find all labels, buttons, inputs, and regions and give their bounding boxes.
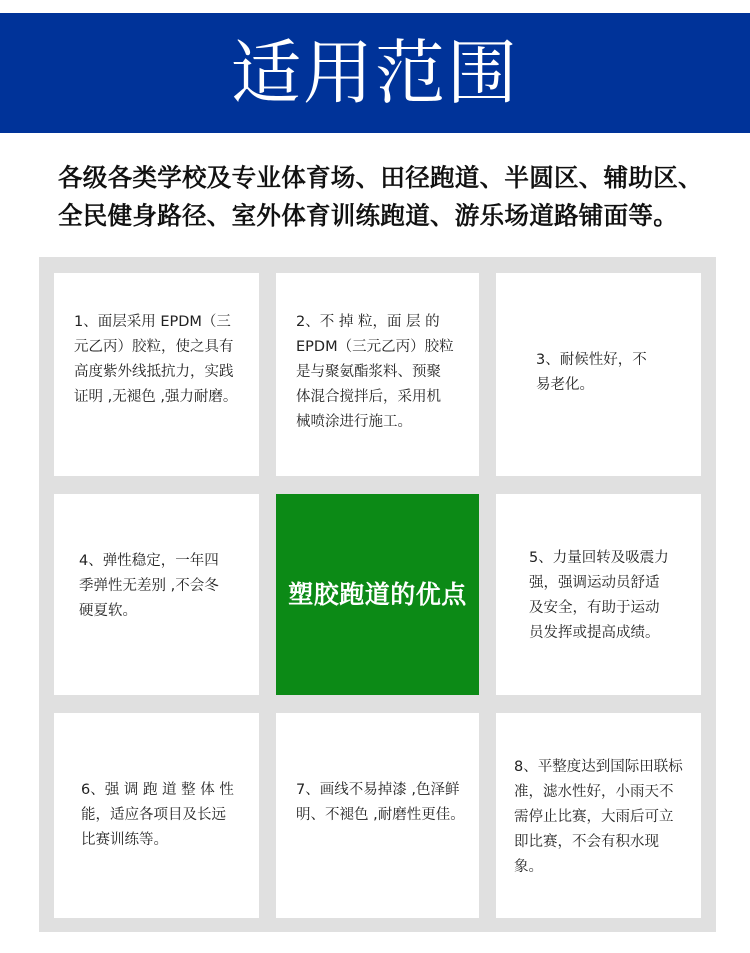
feature-card-2 <box>276 273 479 476</box>
feature-line: 需停止比赛，大雨后可立 <box>514 809 674 825</box>
feature-line: 比赛训练等。 <box>81 832 168 848</box>
feature-card-4 <box>54 494 259 695</box>
feature-text-6 <box>81 778 256 853</box>
feature-line: 证明 ,无褪色 ,强力耐磨。 <box>74 389 238 405</box>
feature-line: 2、不 掉 粒，面 层 的 <box>296 314 440 330</box>
feature-line: 1、面层采用 EPDM（三 <box>74 314 231 330</box>
feature-line: 能，适应各项目及长远 <box>81 807 226 823</box>
feature-line: 5、力量回转及吸震力 <box>529 550 669 566</box>
intro-line-2: 全民健身路径、室外体育训练跑道、游乐场道路铺面等。 <box>58 201 678 230</box>
feature-line: 季弹性无差别 ,不会冬 <box>79 578 219 594</box>
feature-line: 3、耐候性好，不 <box>536 352 647 368</box>
feature-text-5 <box>529 546 699 646</box>
feature-line: 即比赛，不会有积水现 <box>514 834 659 850</box>
feature-line: 体混合搅拌后，采用机 <box>296 389 441 405</box>
feature-line: 8、平整度达到国际田联标 <box>514 759 683 775</box>
feature-line: 硬夏软。 <box>79 603 137 619</box>
application-scope-text <box>58 159 718 235</box>
center-title-card <box>276 494 479 695</box>
feature-line: 明、不褪色 ,耐磨性更佳。 <box>296 807 465 823</box>
feature-card-5 <box>496 494 701 695</box>
feature-text-7 <box>296 778 478 828</box>
feature-line: 6、强 调 跑 道 整 体 性 <box>81 782 234 798</box>
feature-card-8 <box>496 713 701 918</box>
feature-text-1 <box>74 310 254 410</box>
feature-text-4 <box>79 549 254 624</box>
feature-line: 准，滤水性好，小雨天不 <box>514 784 674 800</box>
feature-card-3 <box>496 273 701 476</box>
feature-text-2 <box>296 310 476 435</box>
feature-line: EPDM（三元乙丙）胶粒 <box>296 339 454 355</box>
title-banner <box>0 13 750 133</box>
center-title: 塑胶跑道的优点 <box>288 580 467 609</box>
feature-text-3 <box>536 348 696 398</box>
feature-line: 7、画线不易掉漆 ,色泽鲜 <box>296 782 460 798</box>
banner-title: 适用范围 <box>231 32 519 114</box>
feature-card-7 <box>276 713 479 918</box>
feature-line: 强，强调运动员舒适 <box>529 575 660 591</box>
feature-line: 械喷涂进行施工。 <box>296 414 412 430</box>
feature-card-1 <box>54 273 259 476</box>
intro-line-1: 各级各类学校及专业体育场、田径跑道、半圆区、辅助区、 <box>58 163 703 192</box>
feature-line: 象。 <box>514 859 543 875</box>
feature-line: 高度紫外线抵抗力，实践 <box>74 364 234 380</box>
feature-line: 易老化。 <box>536 377 594 393</box>
feature-line: 元乙丙）胶粒，使之具有 <box>74 339 234 355</box>
feature-line: 及安全，有助于运动 <box>529 600 660 616</box>
feature-line: 员发挥或提高成绩。 <box>529 625 660 641</box>
feature-card-6 <box>54 713 259 918</box>
feature-line: 4、弹性稳定，一年四 <box>79 553 219 569</box>
feature-text-8 <box>514 755 700 880</box>
feature-line: 是与聚氨酯浆料、预聚 <box>296 364 441 380</box>
